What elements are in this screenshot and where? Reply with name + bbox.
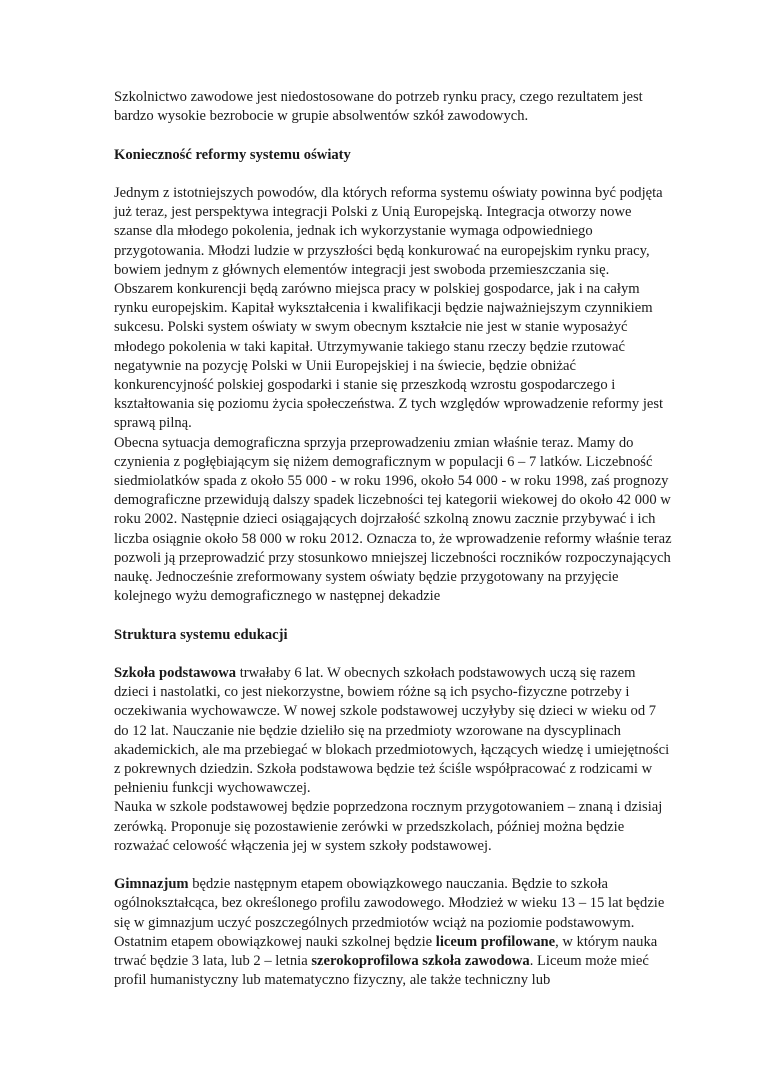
high-school-text-1: Ostatnim etapem obowiązkowej nauki szkolnej będzie — [114, 933, 436, 950]
section-heading-structure: Struktura systemu edukacji — [114, 626, 288, 643]
high-school-paragraph — [114, 933, 672, 991]
document-page — [114, 88, 672, 990]
spacer — [114, 645, 672, 664]
intro-paragraph: Szkolnictwo zawodowe jest niedostosowane do potrzeb rynku pracy, czego rezultatem jest bardzo wysokie bezrobocie w grupie absolwentów szkół zawodowych. — [114, 89, 643, 125]
high-school-text-2: , w którym nauka trwać będzie 3 lata, lub 2 – letnia — [114, 933, 658, 970]
vocational-school-term: szerokoprofilowa szkoła zawodowa — [311, 953, 530, 970]
spacer — [114, 856, 672, 875]
primary-school-text: trwałaby 6 lat. W obecnych szkołach podstawowych uczą się razem dzieci i nastolatki, co jest niekorzystne, bowiem różne są ich psycho-fizyczne potrzeby i oczekiwania wychowawcze. W nowej szkole podstawowej uczyłyby się dzieci w wieku od 7 do 12 lat. Nauczanie nie będzie dzieliło się na przedmioty wzorowane na dyscyplinach akademickich, ale ma przebiegać w blokach przedmiotowych, łączących wiedzę i umiejętności z pokrewnych dziedzin. Szkoła podstawowa będzie też ściśle współpracować z rodzicami w pełnieniu funkcji wychowawczej. — [114, 665, 670, 797]
demography-paragraph: Obecna sytuacja demograficzna sprzyja przeprowadzeniu zmian właśnie teraz. Mamy do czynienia z pogłębiającym się niżem demograficznym w populacji 6 – 7 latków. Liczebność siedmiolatków spada z około 55 000 - w roku 1996, około 54 000 - w roku 1998, zaś prognozy demograficzne przewidują dalszy spadek liczebności tej kategorii wiekowej do około 42 000 w roku 2002. Następnie dzieci osiągających dojrzałość szkolną znowu zacznie przybywać i ich liczba osiągnie około 58 000 w roku 2012. Oznacza to, że wprowadzenie reformy właśnie teraz pozwoli ją przeprowadzić przy stosunkowo mniejszej liczebności roczników rozpoczynających naukę. Jednocześnie zreformowany system oświaty będzie przygotowany na przyjęcie kolejnego wyżu demograficznego w następnej dekadzie — [114, 434, 672, 605]
gymnasium-paragraph — [114, 875, 672, 933]
high-school-text-3: . Liceum może mieć profil humanistyczny lub matematyczno fizyczny, ale także techniczny lub — [114, 953, 649, 989]
primary-school-term: Szkoła podstawowa — [114, 665, 237, 682]
spacer — [114, 126, 672, 145]
spacer — [114, 606, 672, 625]
preschool-paragraph: Nauka w szkole podstawowej będzie poprzedzona rocznym przygotowaniem – znaną i dzisiaj zerówką. Proponuje się pozostawienie zerówki w przedszkolach, później można będzie rozważać celowość włączenia jej w system szkoły podstawowej. — [114, 799, 663, 854]
spacer — [114, 165, 672, 184]
gymnasium-term: Gimnazjum — [114, 876, 189, 893]
section-heading-reform: Konieczność reformy systemu oświaty — [114, 146, 351, 163]
high-school-term: liceum profilowane — [435, 933, 556, 950]
gymnasium-text: będzie następnym etapem obowiązkowego nauczania. Będzie to szkoła ogólnokształcąca, bez określonego profilu zawodowego. Młodzież w wieku 13 – 15 lat będzie się w gimnazjum uczyć poszczególnych przedmiotów wciąż na poziomie podstawowym. — [114, 876, 665, 931]
reform-paragraph: Jednym z istotniejszych powodów, dla których reforma systemu oświaty powinna być podjęta już teraz, jest perspektywa integracji Polski z Unią Europejską. Integracja otworzy nowe szanse dla młodego pokolenia, jednak ich wykorzystanie wymaga odpowiedniego przygotowania. Młodzi ludzie w przyszłości będą konkurować na europejskim rynku pracy, bowiem jednym z głównych elementów integracji jest swoboda przemieszczania się. Obszarem konkurencji będą zarówno miejsca pracy w polskiej gospodarce, jak i na całym rynku europejskim. Kapitał wykształcenia i kwalifikacji będzie najważniejszym czynnikiem sukcesu. Polski system oświaty w swym obecnym kształcie nie jest w stanie wyposażyć młodego pokolenia w taki kapitał. Utrzymywanie takiego stanu rzeczy będzie rzutować negatywnie na pozycję Polski w Unii Europejskiej i na świecie, będzie obniżać konkurencyjność polskiej gospodarki i stanie się przeszkodą wzrostu gospodarczego i kształtowania się poziomu życia społeczeństwa. Z tych względów wprowadzenie reformy jest sprawą pilną. — [114, 184, 664, 432]
primary-school-paragraph — [114, 664, 672, 798]
